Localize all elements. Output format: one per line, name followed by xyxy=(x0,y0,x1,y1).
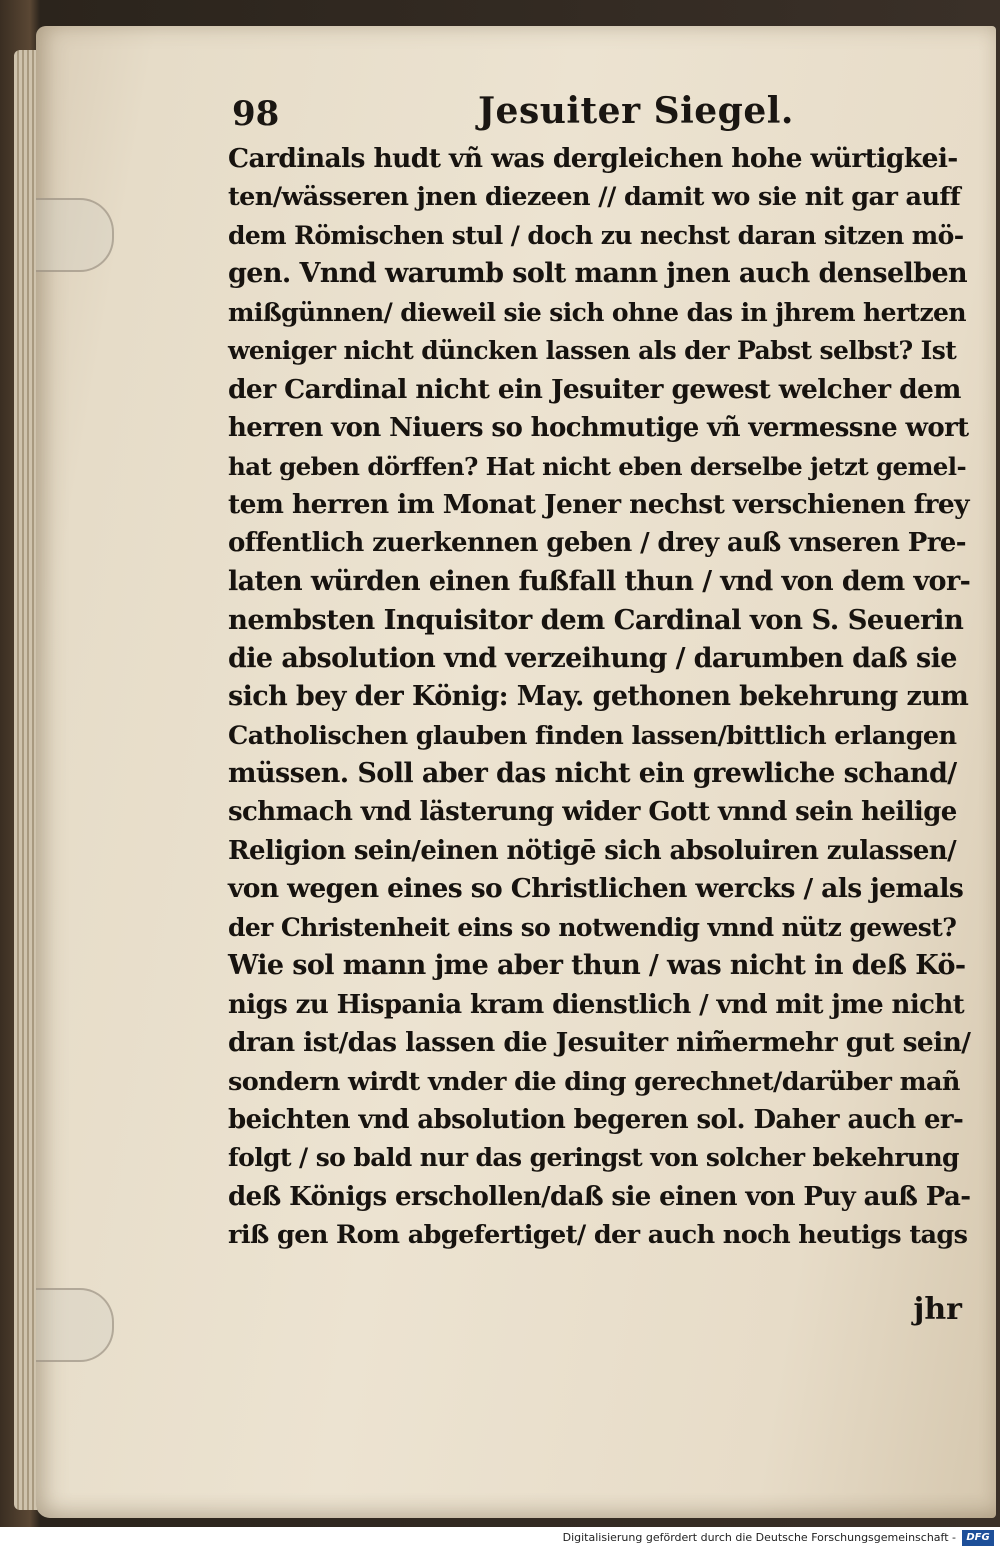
page-clip-top xyxy=(36,198,114,272)
text-line: beichten vnd absolution begeren sol. Daher auch er- xyxy=(228,1104,964,1135)
text-line: mißgünnen/ dieweil sie sich ohne das in jhrem hertzen xyxy=(228,297,966,327)
text-line: folgt / so bald nur das geringst von solcher bekehrung xyxy=(228,1143,959,1173)
text-line: Cardinals hudt vñ was dergleichen hohe würtigkei- xyxy=(228,143,958,174)
text-line: der Cardinal nicht ein Jesuiter gewest welcher dem xyxy=(228,373,961,405)
text-line: hat geben dörffen? Hat nicht eben derselbe jetzt gemel- xyxy=(228,451,967,481)
text-line: Wie sol mann jme aber thun / was nicht in deß Kö- xyxy=(228,950,966,982)
text-line: Religion sein/einen nötigē sich absoluiren zulassen/ xyxy=(228,835,957,866)
page-clip-bottom xyxy=(36,1288,114,1362)
text-line: Catholischen glauben finden lassen/bittlich erlangen xyxy=(228,720,957,751)
catchword: jhr xyxy=(913,1292,962,1327)
text-line: sich bey der König: May. gethonen bekehrung zum xyxy=(228,681,969,713)
text-line: müssen. Soll aber das nicht ein grewliche schand/ xyxy=(228,758,957,789)
page-number: 98 xyxy=(232,94,280,134)
text-line: ten/wässeren jnen diezeen // damit wo sie nit gar auff xyxy=(228,182,961,213)
text-line: von wegen eines so Christlichen wercks / als jemals xyxy=(228,873,964,905)
text-line: laten würden einen fußfall thun / vnd von dem vor- xyxy=(228,565,971,597)
text-line: herren von Niuers so hochmutige vñ vermessne wort xyxy=(228,413,969,444)
text-line: der Christenheit eins so notwendig vnnd nütz gewest? xyxy=(228,912,957,942)
text-line: nigs zu Hispania kram dienstlich / vnd mit jme nicht xyxy=(228,989,965,1020)
footer-credit: Digitalisierung gefördert durch die Deutsche Forschungsgemeinschaft - xyxy=(562,1531,956,1544)
text-line: dem Römischen stul / doch zu nechst daran sitzen mö- xyxy=(228,220,964,250)
text-line: gen. Vnnd warumb solt mann jnen auch denselben xyxy=(228,258,968,290)
text-line: weniger nicht düncken lassen als der Pabst selbst? Ist xyxy=(228,336,957,366)
text-line: dran ist/das lassen die Jesuiter nim̃ermehr gut sein/ xyxy=(228,1027,971,1059)
body-text xyxy=(228,140,970,1255)
page-header xyxy=(232,90,962,140)
text-line: nembsten Inquisitor dem Cardinal von S. Seuerin xyxy=(228,604,964,637)
text-line: deß Königs erschollen/daß sie einen von Puy auß Pa- xyxy=(228,1181,971,1212)
text-line: die absolution vnd verzeihung / darumben daß sie xyxy=(228,642,957,674)
text-line: offentlich zuerkennen geben / drey auß vnseren Pre- xyxy=(228,528,966,559)
text-line: tem herren im Monat Jener nechst verschienen frey xyxy=(228,488,969,520)
text-line: schmach vnd lästerung wider Gott vnnd sein heilige xyxy=(228,797,957,828)
footer-bar xyxy=(0,1527,1000,1550)
text-line: sondern wirdt vnder die ding gerechnet/darüber mañ xyxy=(228,1066,960,1097)
text-line: riß gen Rom abgefertiget/ der auch noch heutigs tags xyxy=(228,1220,968,1251)
running-head: Jesuiter Siegel. xyxy=(478,90,794,132)
dfg-logo: DFG xyxy=(962,1530,994,1546)
